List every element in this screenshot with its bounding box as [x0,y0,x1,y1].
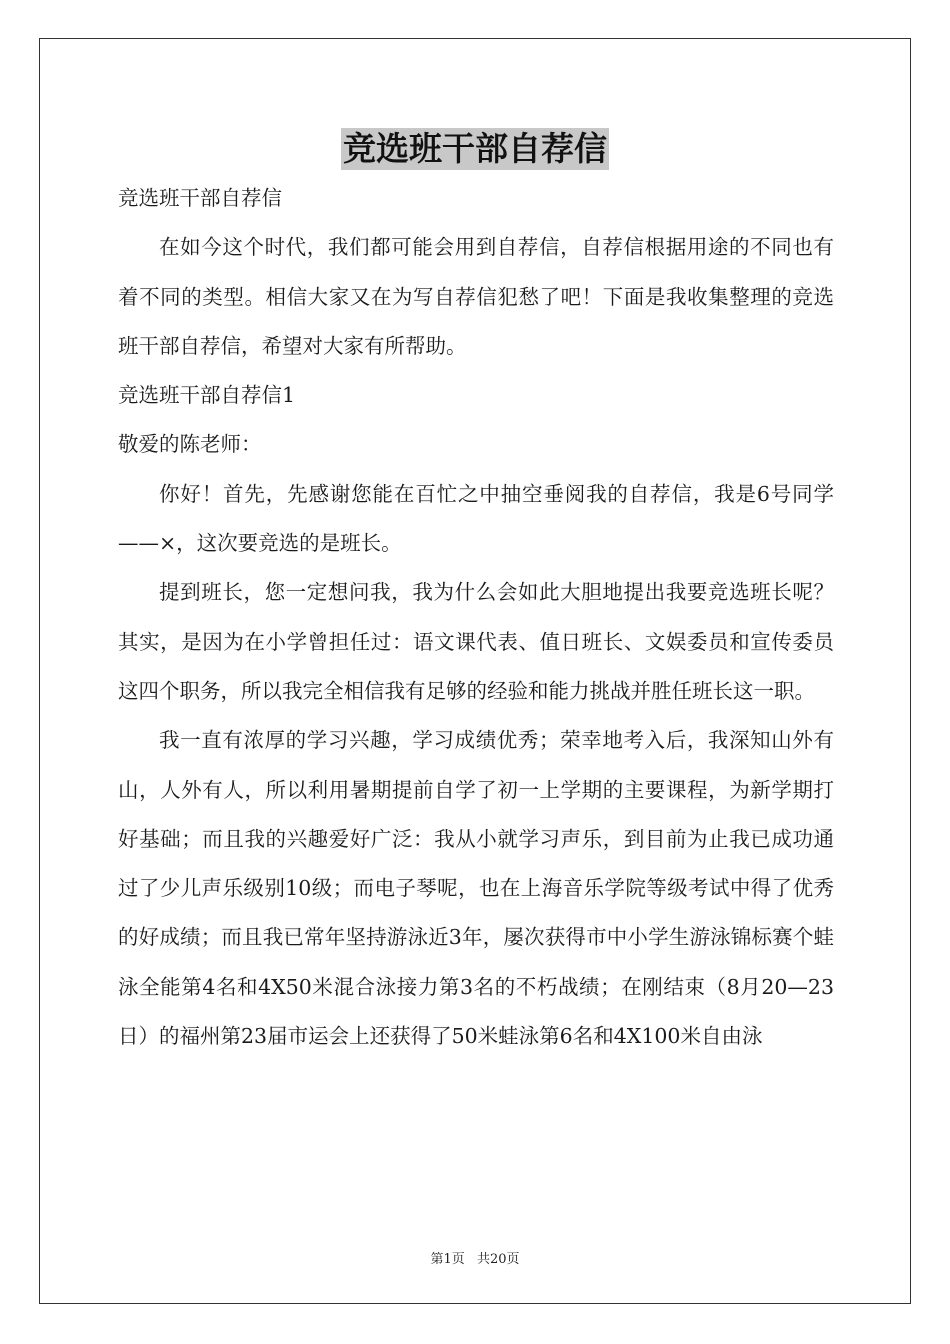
section-heading: 竞选班干部自荐信1 [118,383,296,408]
body-paragraph-1: 你好！首先，先感谢您能在百忙之中抽空垂阅我的自荐信，我是6号同学——×，这次要竞选的是班长。 [118,481,834,556]
body-paragraph-3: 我一直有浓厚的学习兴趣，学习成绩优秀；荣幸地考入后，我深知山外有山，人外有人，所以利用暑期提前自学了初一上学期的主要课程，为新学期打好基础；而且我的兴趣爱好广泛：我从小就学习声乐，到目前为止我已成功通过了少儿声乐级别10级；而电子琴呢，也在上海音乐学院等级考试中得了优秀的好成绩；而且我已常年坚持游泳近3年，屡次获得市中小学生游泳锦标赛个蛙泳全能第4名和4X50米混合泳接力第3名的不朽战绩；在刚结束（8月20—23日）的福州第23届市运会上还获得了50米蛙泳第6名和4X100米自由泳 [118,728,834,1049]
page-footer [0,1248,950,1267]
body-paragraph-2: 提到班长，您一定想问我，我为什么会如此大胆地提出我要竞选班长呢？其实，是因为在小学曾担任过：语文课代表、值日班长、文娱委员和宣传委员这四个职务，所以我完全相信我有足够的经验和能力挑战并胜任班长这一职。 [118,580,834,703]
salutation: 敬爱的陈老师： [118,432,262,457]
page-number: 第1页 [430,1252,465,1267]
document-title-text: 竞选班干部自荐信 [343,129,607,168]
document-body [118,174,834,1061]
page-total: 共20页 [476,1252,520,1267]
intro-paragraph: 在如今这个时代，我们都可能会用到自荐信，自荐信根据用途的不同也有着不同的类型。相信大家又在为写自荐信犯愁了吧！下面是我收集整理的竞选班干部自荐信，希望对大家有所帮助。 [118,235,834,358]
document-subtitle: 竞选班干部自荐信 [118,186,282,210]
document-title [0,128,950,170]
